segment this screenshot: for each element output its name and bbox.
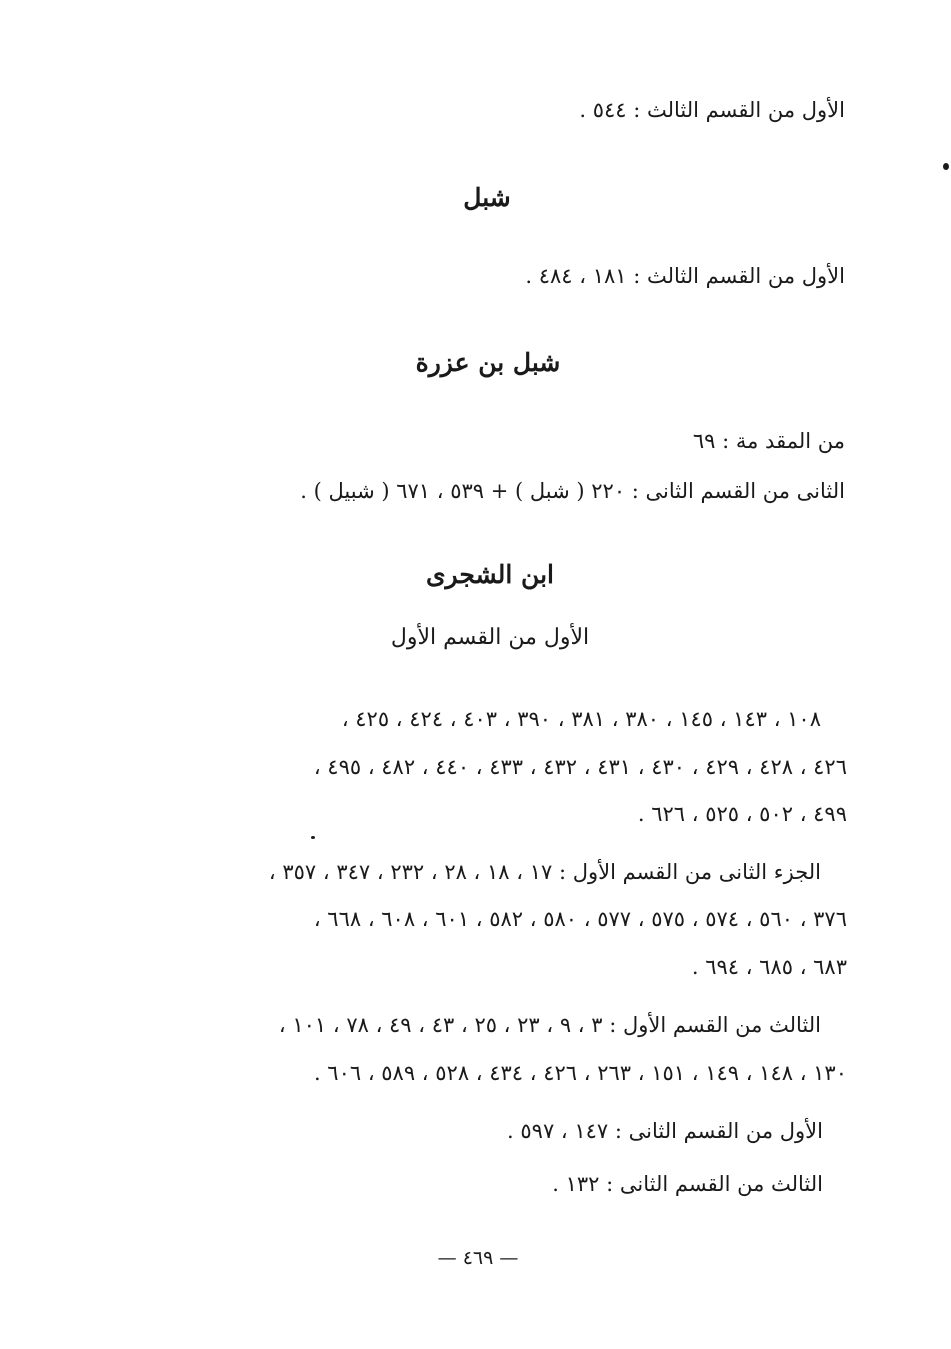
scan-speck xyxy=(311,836,315,839)
entry-line: الثالث من القسم الأول : ٣ ، ٩ ، ٢٣ ، ٢٥ ، ٤٣ ، ٤٩ ، ٧٨ ، ١٠١ ، xyxy=(278,1013,821,1037)
entry-line: الثالث من القسم الثانى : ١٣٢ . xyxy=(552,1172,823,1196)
entry-line: الثانى من القسم الثانى : ٢٢٠ ( شبل ) + ٥٣٩ ، ٦٧١ ( شبيل ) . xyxy=(300,479,845,503)
section-heading-shibl-ibn-azza: شبل بن عزرة xyxy=(415,348,561,377)
entry-line: ٤٩٩ ، ٥٠٢ ، ٥٢٥ ، ٦٢٦ . xyxy=(637,802,847,826)
entry-line: من المقد مة : ٦٩ xyxy=(692,429,845,453)
entry-line: الأول من القسم الثالث : ١٨١ ، ٤٨٤ . xyxy=(525,264,845,288)
section-subheading: الأول من القسم الأول xyxy=(390,625,590,650)
section-heading-ibn-alshajari: ابن الشجرى xyxy=(425,560,554,589)
entry-line: ١٠٨ ، ١٤٣ ، ١٤٥ ، ٣٨٠ ، ٣٨١ ، ٣٩٠ ، ٤٠٣ ، ٤٢٤ ، ٤٢٥ ، xyxy=(341,707,821,731)
entry-line: الأول من القسم الثانى : ١٤٧ ، ٥٩٧ . xyxy=(507,1119,823,1143)
entry-line: الأول من القسم الثالث : ٥٤٤ . xyxy=(579,98,845,122)
entry-line: ٦٨٣ ، ٦٨٥ ، ٦٩٤ . xyxy=(691,955,847,979)
scan-speck xyxy=(943,163,949,170)
entry-line: الجزء الثانى من القسم الأول : ١٧ ، ١٨ ، ٢٨ ، ٢٣٢ ، ٣٤٧ ، ٣٥٧ ، xyxy=(268,860,821,884)
entry-line: ٣٧٦ ، ٥٦٠ ، ٥٧٤ ، ٥٧٥ ، ٥٧٧ ، ٥٨٠ ، ٥٨٢ ، ٦٠١ ، ٦٠٨ ، ٦٦٨ ، xyxy=(313,907,847,931)
entry-line: ١٣٠ ، ١٤٨ ، ١٤٩ ، ١٥١ ، ٢٦٣ ، ٤٢٦ ، ٤٣٤ ، ٥٢٨ ، ٥٨٩ ، ٦٠٦ . xyxy=(313,1061,847,1085)
entry-line: ٤٢٦ ، ٤٢٨ ، ٤٢٩ ، ٤٣٠ ، ٤٣١ ، ٤٣٢ ، ٤٣٣ ، ٤٤٠ ، ٤٨٢ ، ٤٩٥ ، xyxy=(313,755,847,779)
page-number: — ٤٦٩ — xyxy=(437,1247,519,1269)
section-heading-shibl: شبل xyxy=(463,183,511,212)
